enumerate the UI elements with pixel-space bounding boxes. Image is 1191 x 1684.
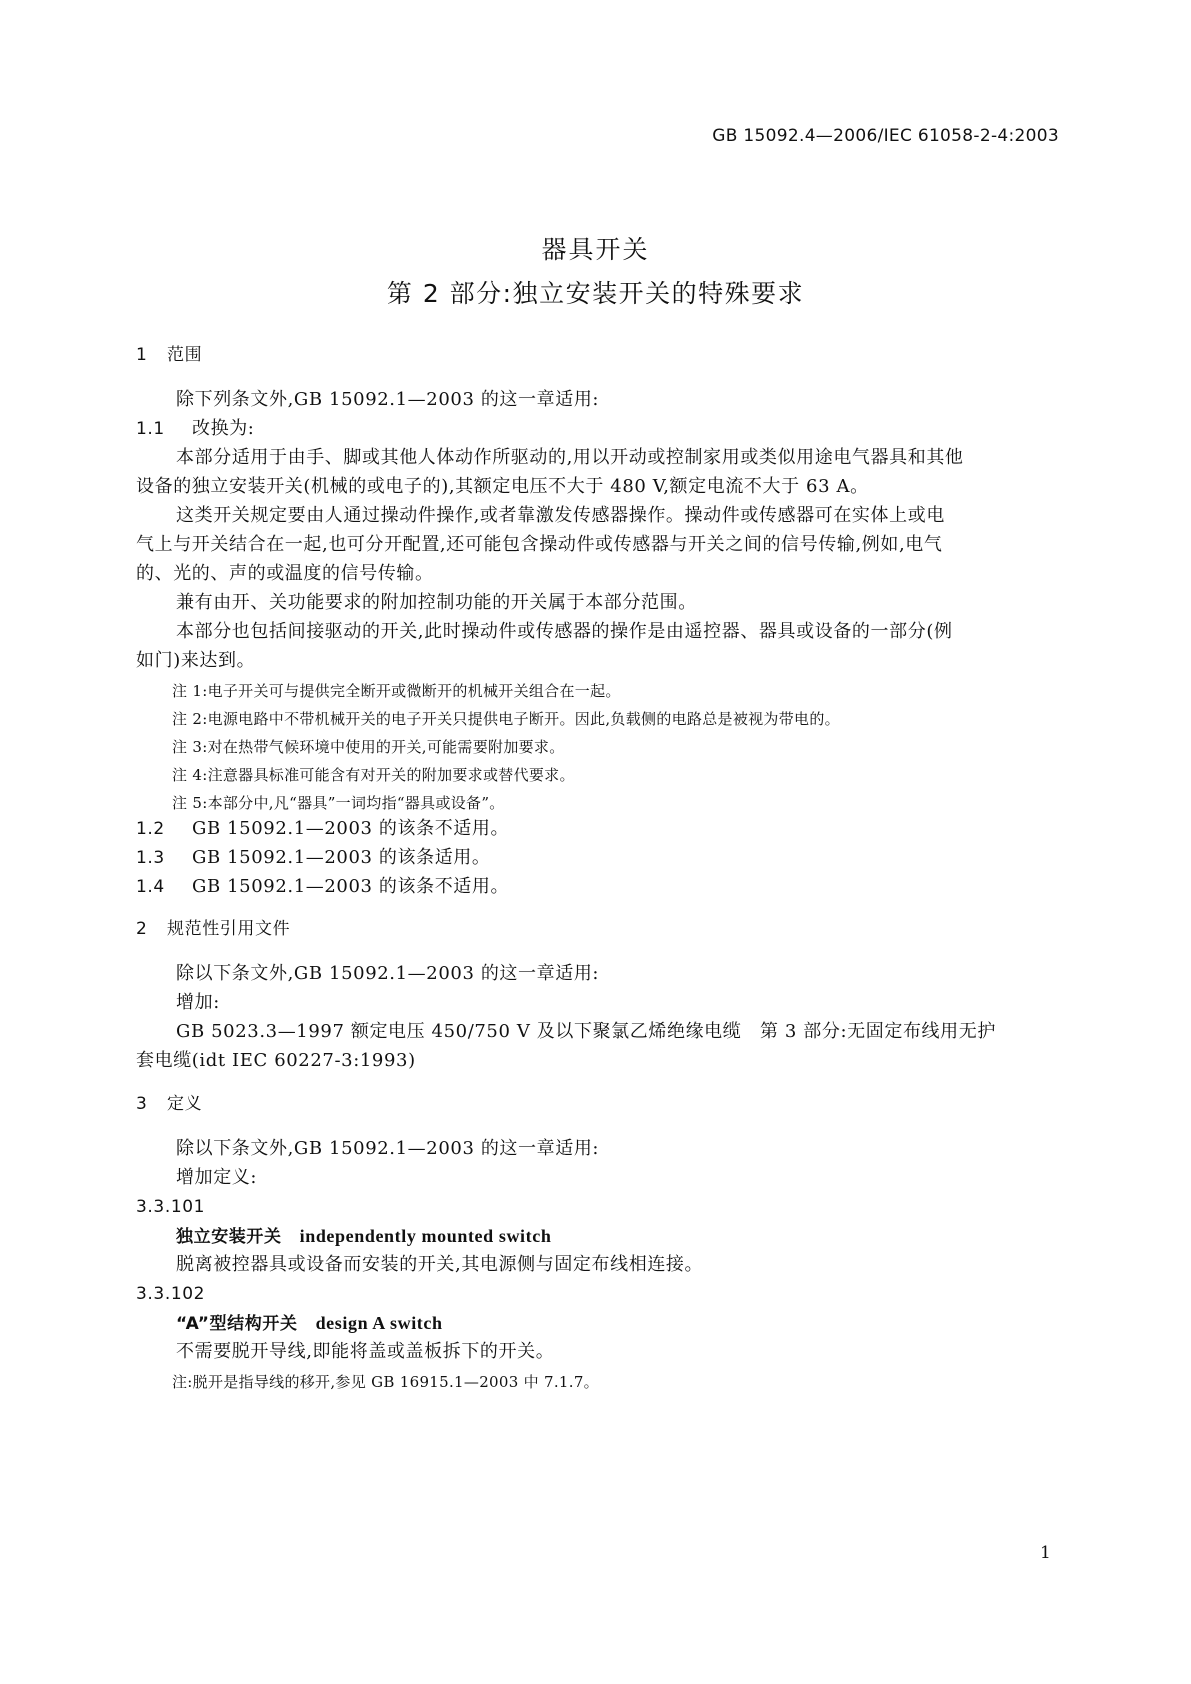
clause-text: 改换为: <box>192 418 255 439</box>
note-1: 注 1:电子开关可与提供完全断开或微断开的机械开关组合在一起。 <box>172 682 621 700</box>
paragraph-line: 兼有由开、关功能要求的附加控制功能的开关属于本部分范围。 <box>176 592 697 613</box>
clause-1-1 <box>136 417 1066 441</box>
section-3-add: 增加定义: <box>176 1167 258 1188</box>
note-2: 注 2:电源电路中不带机械开关的电子开关只提供电子断开。因此,负载侧的电路总是被视为带电的。 <box>172 710 840 728</box>
term-en: design A switch <box>315 1313 443 1333</box>
paragraph-line: 气上与开关结合在一起,也可分开配置,还可能包含操动件或传感器与开关之间的信号传输,例如,电气 <box>136 534 943 555</box>
term-en: independently mounted switch <box>299 1226 552 1246</box>
term-cn: “A”型结构开关 <box>176 1314 298 1334</box>
section-number: 2 <box>136 919 148 939</box>
paragraph-line: 这类开关规定要由人通过操动件操作,或者靠激发传感器操作。操动件或传感器可在实体上或电 <box>176 505 945 526</box>
clause-number: 1.4 <box>136 877 165 897</box>
reference-line: GB 5023.3—1997 额定电压 450/750 V 及以下聚氯乙烯绝缘电缆 第 3 部分:无固定布线用无护 <box>176 1021 996 1042</box>
section-title: 规范性引用文件 <box>167 919 291 939</box>
paragraph-line: 设备的独立安装开关(机械的或电子的),其额定电压不大于 480 V,额定电流不大于 63 A。 <box>136 476 869 497</box>
paragraph-line: 本部分也包括间接驱动的开关,此时操动件或传感器的操作是由遥控器、器具或设备的一部分(例 <box>176 621 953 642</box>
note-5: 注 5:本部分中,凡“器具”一词均指“器具或设备”。 <box>172 794 505 812</box>
clause-1-3 <box>136 846 1066 870</box>
clause-1-4 <box>136 875 1066 899</box>
section-1-heading <box>136 343 1066 367</box>
section-title: 范围 <box>167 345 203 365</box>
clause-number: 1.2 <box>136 819 165 839</box>
section-number: 3 <box>136 1094 148 1114</box>
section-1-intro: 除下列条文外,GB 15092.1—2003 的这一章适用: <box>176 389 600 410</box>
paragraph-line: 的、光的、声的或温度的信号传输。 <box>136 563 434 584</box>
clause-1-2 <box>136 817 1066 841</box>
definition-note: 注:脱开是指导线的移开,参见 GB 16915.1—2003 中 7.1.7。 <box>172 1373 599 1391</box>
note-3: 注 3:对在热带气候环境中使用的开关,可能需要附加要求。 <box>172 738 565 756</box>
definition-term <box>176 1224 1066 1249</box>
definition-number <box>136 1195 1066 1219</box>
term-cn: 独立安装开关 <box>176 1227 282 1247</box>
document-title: 器具开关 <box>541 235 650 264</box>
definition-number <box>136 1282 1066 1306</box>
reference-line: 套电缆(idt IEC 60227-3:1993) <box>136 1050 416 1071</box>
note-4: 注 4:注意器具标准可能含有对开关的附加要求或替代要求。 <box>172 766 575 784</box>
paragraph-line: 如门)来达到。 <box>136 650 256 671</box>
page-number: 1 <box>1040 1543 1051 1563</box>
section-3-intro: 除以下条文外,GB 15092.1—2003 的这一章适用: <box>176 1138 600 1159</box>
section-2-heading <box>136 917 1066 941</box>
clause-number: 1.3 <box>136 848 165 868</box>
definition-term <box>176 1311 1066 1336</box>
section-number: 1 <box>136 345 148 365</box>
clause-text: GB 15092.1—2003 的该条不适用。 <box>192 876 510 897</box>
clause-text: GB 15092.1—2003 的该条不适用。 <box>192 818 510 839</box>
section-2-intro: 除以下条文外,GB 15092.1—2003 的这一章适用: <box>176 963 600 984</box>
paragraph-line: 本部分适用于由手、脚或其他人体动作所驱动的,用以开动或控制家用或类似用途电气器具和其他 <box>176 447 964 468</box>
clause-text: GB 15092.1—2003 的该条适用。 <box>192 847 491 868</box>
clause-number: 3.3.101 <box>136 1197 206 1217</box>
clause-number: 1.1 <box>136 419 165 439</box>
definition-text: 不需要脱开导线,即能将盖或盖板拆下的开关。 <box>176 1341 555 1362</box>
section-2-add: 增加: <box>176 992 220 1013</box>
standard-number: GB 15092.4—2006/IEC 61058-2-4:2003 <box>712 126 1059 146</box>
definition-text: 脱离被控器具或设备而安装的开关,其电源侧与固定布线相连接。 <box>176 1254 704 1275</box>
section-title: 定义 <box>167 1094 203 1114</box>
document-subtitle: 第 2 部分:独立安装开关的特殊要求 <box>386 279 805 308</box>
section-3-heading <box>136 1092 1066 1116</box>
clause-number: 3.3.102 <box>136 1284 206 1304</box>
